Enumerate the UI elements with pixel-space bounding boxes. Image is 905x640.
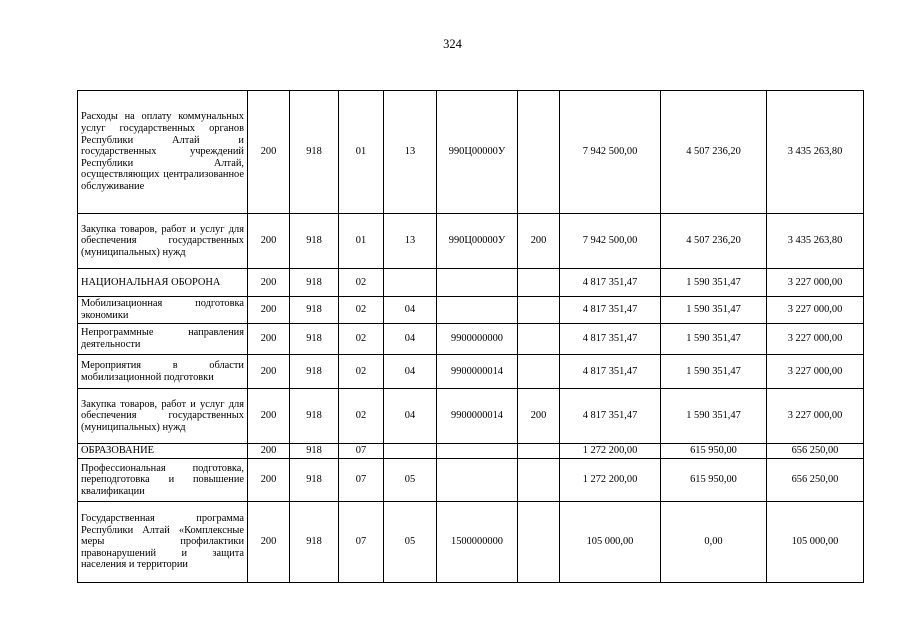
row-amount-3: 3 227 000,00 — [767, 324, 864, 355]
row-col1: 200 — [248, 91, 290, 214]
table-row — [78, 355, 864, 389]
row-name: Закупка товаров, работ и услуг для обеспечения государственных (муниципальных) нужд — [78, 389, 248, 444]
row-amount-1: 4 817 351,47 — [560, 297, 661, 324]
row-col2: 918 — [290, 324, 339, 355]
row-target-article — [437, 459, 518, 502]
row-expense-type — [518, 355, 560, 389]
row-target-article: 990Ц00000У — [437, 214, 518, 269]
row-expense-type — [518, 269, 560, 297]
row-col2: 918 — [290, 297, 339, 324]
row-target-article: 9900000014 — [437, 355, 518, 389]
row-section: 01 — [339, 214, 384, 269]
row-name: Закупка товаров, работ и услуг для обеспечения государственных (муниципальных) нужд — [78, 214, 248, 269]
row-amount-1: 1 272 200,00 — [560, 459, 661, 502]
row-subsection: 04 — [384, 389, 437, 444]
row-target-article: 990Ц00000У — [437, 91, 518, 214]
table-row — [78, 459, 864, 502]
row-amount-3: 656 250,00 — [767, 444, 864, 459]
row-subsection: 13 — [384, 91, 437, 214]
budget-table — [77, 90, 864, 583]
row-subsection: 04 — [384, 355, 437, 389]
row-col1: 200 — [248, 355, 290, 389]
row-subsection — [384, 444, 437, 459]
table-row — [78, 214, 864, 269]
row-target-article — [437, 269, 518, 297]
table-row — [78, 91, 864, 214]
row-section: 02 — [339, 269, 384, 297]
row-subsection: 05 — [384, 459, 437, 502]
row-col2: 918 — [290, 502, 339, 583]
row-amount-2: 1 590 351,47 — [661, 297, 767, 324]
row-col1: 200 — [248, 269, 290, 297]
row-amount-1: 105 000,00 — [560, 502, 661, 583]
row-col1: 200 — [248, 444, 290, 459]
row-target-article: 9900000014 — [437, 389, 518, 444]
row-name: Мобилизационная подготовка экономики — [78, 297, 248, 324]
row-amount-3: 3 227 000,00 — [767, 269, 864, 297]
row-amount-2: 1 590 351,47 — [661, 324, 767, 355]
row-col2: 918 — [290, 459, 339, 502]
row-col1: 200 — [248, 502, 290, 583]
row-amount-2: 615 950,00 — [661, 459, 767, 502]
row-subsection: 04 — [384, 297, 437, 324]
row-col2: 918 — [290, 444, 339, 459]
row-amount-3: 3 227 000,00 — [767, 389, 864, 444]
table-row — [78, 502, 864, 583]
row-name: Расходы на оплату коммунальных услуг государственных органов Республики Алтай и государственных учреждений Республики Алтай, осуществляющих централизованное обслуживание — [78, 91, 248, 214]
row-amount-1: 4 817 351,47 — [560, 324, 661, 355]
row-section: 07 — [339, 459, 384, 502]
row-amount-1: 1 272 200,00 — [560, 444, 661, 459]
row-amount-1: 4 817 351,47 — [560, 389, 661, 444]
row-section: 02 — [339, 324, 384, 355]
row-subsection — [384, 269, 437, 297]
table-row — [78, 324, 864, 355]
row-subsection: 05 — [384, 502, 437, 583]
row-amount-3: 656 250,00 — [767, 459, 864, 502]
row-target-article — [437, 297, 518, 324]
row-name: Государственная программа Республики Алтай «Комплексные меры профилактики правонарушений и защита населения и территории — [78, 502, 248, 583]
page-number: 324 — [443, 37, 462, 51]
row-expense-type — [518, 324, 560, 355]
row-amount-3: 3 227 000,00 — [767, 297, 864, 324]
table-row — [78, 269, 864, 297]
row-expense-type — [518, 444, 560, 459]
row-amount-1: 4 817 351,47 — [560, 355, 661, 389]
row-amount-2: 4 507 236,20 — [661, 91, 767, 214]
row-amount-3: 3 435 263,80 — [767, 91, 864, 214]
row-col2: 918 — [290, 91, 339, 214]
row-target-article — [437, 444, 518, 459]
row-col1: 200 — [248, 214, 290, 269]
row-amount-1: 7 942 500,00 — [560, 214, 661, 269]
row-col1: 200 — [248, 297, 290, 324]
table-row — [78, 444, 864, 459]
row-target-article: 9900000000 — [437, 324, 518, 355]
row-amount-1: 7 942 500,00 — [560, 91, 661, 214]
row-col1: 200 — [248, 389, 290, 444]
row-expense-type: 200 — [518, 214, 560, 269]
row-amount-2: 1 590 351,47 — [661, 389, 767, 444]
row-col2: 918 — [290, 389, 339, 444]
row-amount-2: 0,00 — [661, 502, 767, 583]
row-name: Непрограммные направления деятельности — [78, 324, 248, 355]
row-section: 02 — [339, 389, 384, 444]
row-expense-type — [518, 459, 560, 502]
row-section: 01 — [339, 91, 384, 214]
row-name: ОБРАЗОВАНИЕ — [78, 444, 248, 459]
row-name: Профессиональная подготовка, переподготовка и повышение квалификации — [78, 459, 248, 502]
row-amount-1: 4 817 351,47 — [560, 269, 661, 297]
row-expense-type — [518, 297, 560, 324]
row-subsection: 04 — [384, 324, 437, 355]
table-row — [78, 389, 864, 444]
row-col2: 918 — [290, 269, 339, 297]
row-section: 02 — [339, 355, 384, 389]
row-expense-type: 200 — [518, 389, 560, 444]
row-amount-2: 1 590 351,47 — [661, 269, 767, 297]
row-col2: 918 — [290, 355, 339, 389]
row-amount-3: 105 000,00 — [767, 502, 864, 583]
row-amount-3: 3 227 000,00 — [767, 355, 864, 389]
row-subsection: 13 — [384, 214, 437, 269]
row-section: 02 — [339, 297, 384, 324]
row-amount-2: 1 590 351,47 — [661, 355, 767, 389]
row-expense-type — [518, 91, 560, 214]
row-section: 07 — [339, 444, 384, 459]
table-row — [78, 297, 864, 324]
row-expense-type — [518, 502, 560, 583]
row-amount-3: 3 435 263,80 — [767, 214, 864, 269]
row-target-article: 1500000000 — [437, 502, 518, 583]
row-col1: 200 — [248, 459, 290, 502]
row-amount-2: 4 507 236,20 — [661, 214, 767, 269]
row-amount-2: 615 950,00 — [661, 444, 767, 459]
row-name: Мероприятия в области мобилизационной подготовки — [78, 355, 248, 389]
row-col2: 918 — [290, 214, 339, 269]
row-section: 07 — [339, 502, 384, 583]
row-name: НАЦИОНАЛЬНАЯ ОБОРОНА — [78, 269, 248, 297]
row-col1: 200 — [248, 324, 290, 355]
